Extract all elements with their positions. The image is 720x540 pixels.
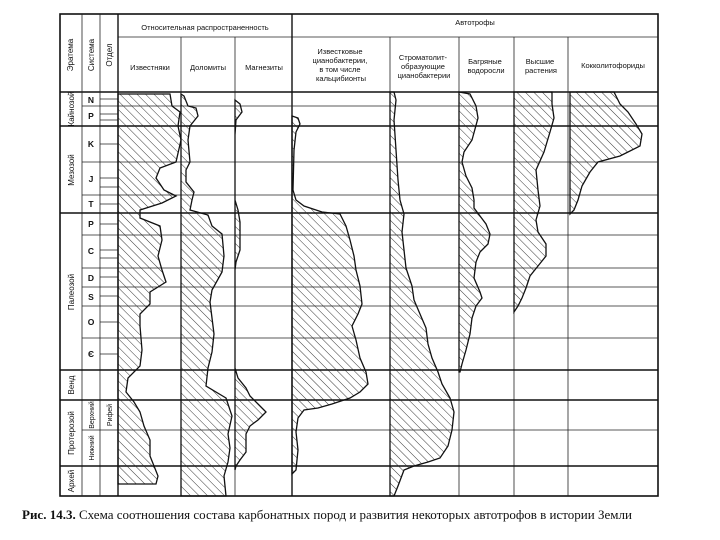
era-mesozoic: Мезозой: [67, 154, 76, 186]
system-Cambrian: Є: [87, 349, 95, 359]
system-J: J: [88, 174, 94, 184]
autotrophs-group-header: Автотрофы: [455, 18, 495, 27]
proterozoic-upper: Верхний: [89, 401, 96, 429]
era-column-header: Эратема: [66, 38, 75, 72]
system-T: T: [88, 199, 94, 209]
system-K: K: [87, 139, 95, 149]
system-column-header: Система: [87, 38, 96, 72]
dolomites-curve: [181, 94, 232, 496]
limestones-column-header: Известняки: [130, 63, 170, 72]
dolomites-column-header: Доломиты: [190, 63, 226, 72]
limestones-curve: [118, 94, 181, 484]
red-algae-column-header: Багряные водоросли: [467, 57, 505, 75]
magnesites-column-header: Магнезиты: [245, 63, 283, 72]
era-vendian: Венд: [67, 375, 76, 395]
era-archean: Архей: [67, 469, 76, 493]
higher-plants-curve: [514, 92, 554, 312]
coccoliths-column-header: Кокколитофориды: [581, 61, 645, 70]
magnesites-curve: [235, 100, 266, 470]
riphean-label: Рифей: [107, 403, 114, 427]
coccoliths-curve: [570, 92, 642, 214]
abundance-group-header: Относительная распространенность: [141, 23, 269, 32]
era-proterozoic: Протерозой: [67, 411, 76, 455]
era-paleozoic: Палеозой: [67, 273, 76, 311]
figure-caption-text: Схема соотношения состава карбонатных пород и развития некоторых автотрофов в истории Земли: [78, 507, 632, 522]
strom-cyano-column-header: Строматолит- образующие цианобактерии: [397, 53, 451, 80]
system-C: C: [87, 246, 95, 256]
proterozoic-lower: Нижний: [89, 435, 96, 461]
system-N: N: [87, 95, 95, 105]
system-S: S: [88, 292, 94, 302]
higher-plants-column-header: Высшие растения: [524, 57, 558, 75]
division-column-header: Отдел: [105, 43, 114, 67]
division-ticks: [100, 99, 118, 354]
figure-number: Рис. 14.3.: [22, 507, 76, 522]
system-O: O: [87, 317, 95, 327]
strom-cyano-curve: [390, 92, 454, 496]
calc-cyano-curve: [292, 116, 368, 474]
system-D: D: [87, 273, 95, 283]
red-algae-curve: [459, 92, 490, 372]
calc-cyano-column-header: Известковые цианобактерии, в том числе кальцибионты: [312, 47, 368, 83]
system-P-paleozoic: P: [88, 219, 94, 229]
era-cenozoic: Кайнозой: [67, 91, 76, 127]
system-P-cenozoic: P: [88, 111, 94, 121]
figure-caption: [22, 507, 712, 523]
